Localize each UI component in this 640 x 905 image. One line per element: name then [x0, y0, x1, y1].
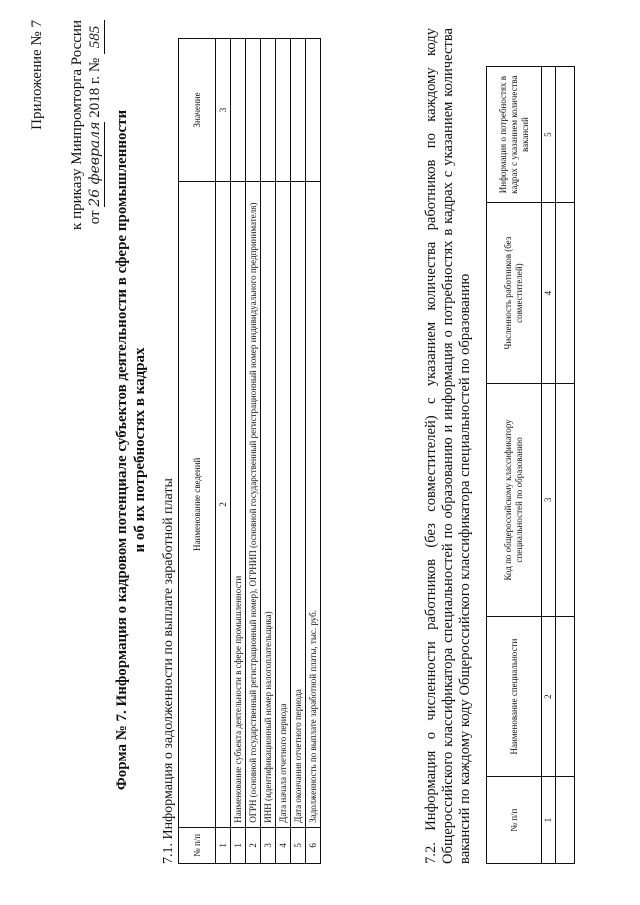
empty-cell[interactable]	[556, 67, 575, 203]
table-row	[556, 67, 575, 864]
row-number: 5	[291, 827, 306, 863]
table-header-row	[487, 67, 542, 864]
handwritten-date-signature: 26 февраля	[87, 121, 103, 207]
row-value[interactable]	[231, 39, 246, 182]
table-header-row	[179, 39, 216, 864]
date-prefix: от	[87, 210, 103, 225]
wage-debt-table	[178, 38, 321, 864]
row-number: 1	[231, 827, 246, 863]
appendix-label: Приложение № 7	[29, 20, 45, 130]
table-row	[306, 39, 321, 864]
table-row	[246, 39, 261, 864]
row-number: 2	[246, 827, 261, 863]
section2-paragraph: 7.2. Информация о численности работников (без совместителей) с указанием количества работников по каждому коду Общероссийского классификатора специальностей по образованию и информация о потребностях в кадрах с указанием количества вакансий по каждому коду Общероссийского классификатора специальностей по образованию	[423, 28, 473, 864]
empty-cell[interactable]	[556, 616, 575, 776]
table-row	[276, 39, 291, 864]
column-numbers-row	[216, 39, 231, 864]
column-number: 1	[542, 777, 556, 864]
row-number: 4	[276, 827, 291, 863]
form-title-line1: Форма № 7. Информация о кадровом потенциале субъектов деятельности в сфере промышленности	[114, 109, 130, 791]
row-text: ОГРН (основной государственный регистрационный номер), ОГРНИП (основной государственный регистрационный номер индивидуального предпринимателя)	[246, 181, 261, 827]
empty-cell[interactable]	[556, 203, 575, 384]
column-number: 5	[542, 67, 556, 203]
table-row	[231, 39, 246, 864]
row-value[interactable]	[246, 39, 261, 182]
empty-cell[interactable]	[556, 383, 575, 616]
row-value[interactable]	[276, 39, 291, 182]
column-numbers-row	[542, 67, 556, 864]
column-header: Значение	[179, 39, 216, 182]
row-value[interactable]	[261, 39, 276, 182]
column-header: Информация о потребностях в кадрах с указанием количества вакансий	[487, 67, 542, 203]
column-number: 4	[542, 203, 556, 384]
appendix-header	[28, 20, 105, 270]
row-number: 6	[306, 827, 321, 863]
row-text: Дата начала отчетного периода	[276, 181, 291, 827]
handwritten-order-number: 585	[86, 20, 105, 54]
column-number: 2	[216, 181, 231, 827]
column-number: 3	[542, 383, 556, 616]
column-header: № п/п	[179, 827, 216, 863]
column-number: 3	[216, 39, 231, 182]
row-text: ИНН (идентификационный номер налогоплательщика)	[261, 181, 276, 827]
column-header: Наименование специальности	[487, 616, 542, 776]
row-number: 3	[261, 827, 276, 863]
table-row	[291, 39, 306, 864]
row-value[interactable]	[306, 39, 321, 182]
row-text: Наименование субъекта деятельности в сфере промышленности	[231, 181, 246, 827]
form-title-line2: и об их потребностях в кадрах	[132, 347, 148, 553]
staff-needs-table	[486, 66, 575, 864]
table-row	[261, 39, 276, 864]
row-text: Задолженность по выплате заработной платы, тыс. руб.	[306, 181, 321, 827]
empty-cell[interactable]	[556, 777, 575, 864]
row-text: Дата окончания отчетного периода	[291, 181, 306, 827]
form-title	[113, 10, 149, 890]
column-number: 1	[216, 827, 231, 863]
order-date-line	[86, 20, 105, 270]
row-value[interactable]	[291, 39, 306, 182]
order-year: 2018 г. №	[87, 57, 103, 118]
section1-heading: 7.1. Информация о задолженности по выплате заработной платы	[161, 478, 176, 864]
column-header: Код по общероссийскому классификатору специальностей по образованию	[487, 383, 542, 616]
order-line: к приказу Минпромторга России	[69, 20, 85, 230]
column-header: № п/п	[487, 777, 542, 864]
rotated-form	[18, 10, 618, 890]
column-header: Численность работников (без совместителей)	[487, 203, 542, 384]
column-header: Наименование сведений	[179, 181, 216, 827]
column-number: 2	[542, 616, 556, 776]
